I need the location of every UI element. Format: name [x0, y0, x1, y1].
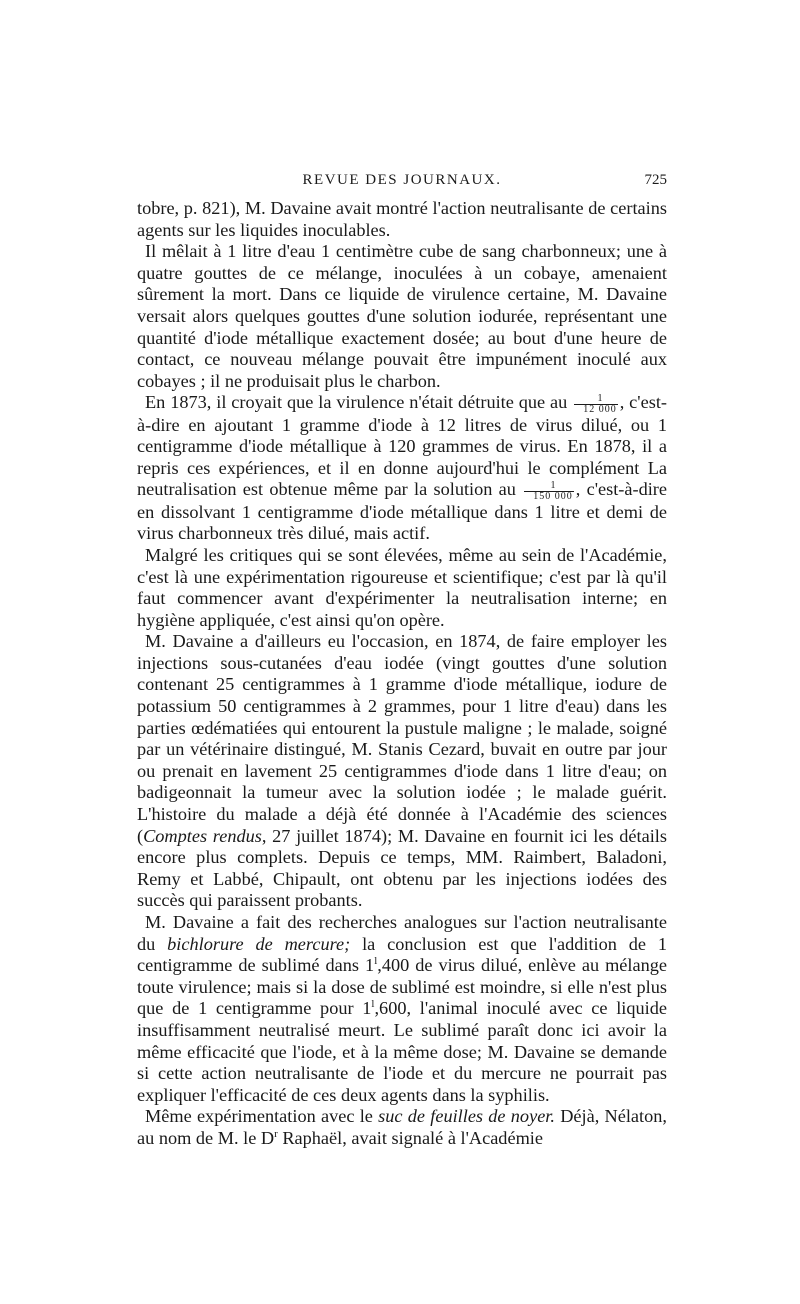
- page-header: [137, 172, 667, 196]
- docteur-superscript: r: [274, 1127, 278, 1140]
- comptes-rendus-title: Comptes rendus: [143, 825, 262, 846]
- paragraph-4: [137, 545, 667, 631]
- paragraph-7-text-c: Raphaël, avait signalé à l'Académie: [277, 1127, 543, 1148]
- paragraph-4-text: Malgré les critiques qui se sont élevées, même au sein de l'Académie, c'est là une expérimentation rigoureuse et scientifique; c'est par là qu'il faut commencer avant d'expérimenter la neutralisation interne; en hygiène appliquée, c'est ainsi qu'on opère.: [137, 544, 667, 630]
- fraction-2: [524, 481, 574, 502]
- paragraph-1-text: tobre, p. 821), M. Davaine avait montré l'action neutralisante de certains agents sur les liquides inoculables.: [137, 198, 667, 240]
- suc-de-noyer-term: suc de feuilles de noyer.: [378, 1106, 555, 1127]
- running-head: REVUE DES JOURNAUX.: [302, 172, 502, 188]
- paragraph-6-text-b: la conclusion est que l'addition de 1 centigramme de sublimé dans 1: [137, 933, 667, 976]
- fraction-1-denominator: 12 000: [583, 403, 617, 415]
- paragraph-6: [137, 912, 667, 1106]
- bichlorure-term: bichlorure de mercure;: [167, 933, 351, 954]
- paragraph-2: [137, 241, 667, 392]
- paragraph-7-text-a: Même expérimentation avec le: [145, 1106, 379, 1127]
- paragraph-5-text-b: , 27 juillet 1874); M. Davaine en fournit ici les détails encore plus complets. Depuis ce temps, MM. Raimbert, Baladoni, Remy et Labbé, Chipault, ont obtenu par les injections iodées des succès qui paraissent probants.: [137, 825, 667, 911]
- paragraph-6-text-a: M. Davaine a fait des recherches analogues sur l'action neutralisante du: [137, 912, 667, 954]
- page-number: 725: [644, 172, 667, 188]
- paragraph-7-text-b: Déjà, Nélaton, au nom de M. le D: [137, 1106, 667, 1148]
- paragraph-3-text-c: , c'est-à-dire en dissolvant 1 centigramme d'iode métallique dans 1 litre et demi de virus charbonneux très dilué, mais actif.: [137, 479, 668, 544]
- paragraph-1: [137, 198, 667, 241]
- body-text: [137, 198, 667, 1150]
- paragraph-7: [137, 1106, 667, 1149]
- paragraph-2-text: Il mêlait à 1 litre d'eau 1 centimètre cube de sang charbonneux; une à quatre gouttes de ce mélange, inoculées à un cobaye, amenaient sûrement la mort. Dans ce liquide de virulence certaine, M. Davaine versait alors quelques gouttes d'une solution iodurée, représentant une quantité d'iode métallique exactement dosée; au bout d'une heure de contact, ce nouveau mélange pouvait être impunément inoculé aux cobayes ; il ne produisait plus le charbon.: [137, 241, 667, 391]
- paragraph-5-text-a: M. Davaine a d'ailleurs eu l'occasion, en 1874, de faire employer les injections sous-cutanées d'eau iodée (vingt gouttes d'une solution contenant 25 centigrammes à 1 gramme d'iode métallique, iodure de potassium 50 centigrammes à 2 grammes, pour 1 litre d'eau) dans les parties œdématiées qui entourent la pustule maligne ; le malade, soigné par un vétérinaire distingué, M. Stanis Cezard, buvait en outre par jour ou prenait en lavement 25 centigrammes d'iode dans 1 litre d'eau; on badigeonnait la tumeur avec la solution iodée ; le malade guérit. L'histoire du malade a déjà été donnée à l'Académie des sciences (: [137, 631, 667, 846]
- paragraph-3-text-a: En 1873, il croyait que la virulence n'était détruite que au: [145, 392, 568, 413]
- paragraph-6-text-d: ,600, l'animal inoculé avec ce liquide insuffisamment neutralisé meurt. Le sublimé paraît donc ici avoir la même efficacité que l'iode, et à la même dose; M. Davaine se demande si cette action neutralisante de l'iode et du mercure ne pourrait pas expliquer l'efficacité de ces deux agents dans la syphilis.: [137, 998, 668, 1105]
- paragraph-3: [137, 392, 667, 545]
- litre-superscript-1: l: [374, 955, 378, 968]
- paragraph-5: [137, 631, 667, 912]
- fraction-1: [574, 394, 618, 415]
- fraction-1-numerator: 1: [574, 394, 618, 405]
- fraction-2-numerator: 1: [524, 481, 574, 492]
- paragraph-6-text-c: ,400 de virus dilué, enlève au mélange toute virulence; mais si la dose de sublimé est moindre, si elle n'est plus que de 1 centigramme pour 1: [137, 955, 667, 1019]
- litre-superscript-2: l: [371, 998, 375, 1011]
- fraction-2-denominator: 150 000: [533, 490, 573, 502]
- paragraph-3-text-b: , c'est-à-dire en ajoutant 1 gramme d'iode à 12 litres de virus dilué, ou 1 centigramme d'iode métallique à 120 grammes de virus. En 1878, il a repris ces expériences, et il en donne aujourd'hui le complément La neutralisation est obtenue même par la solution au: [137, 392, 667, 500]
